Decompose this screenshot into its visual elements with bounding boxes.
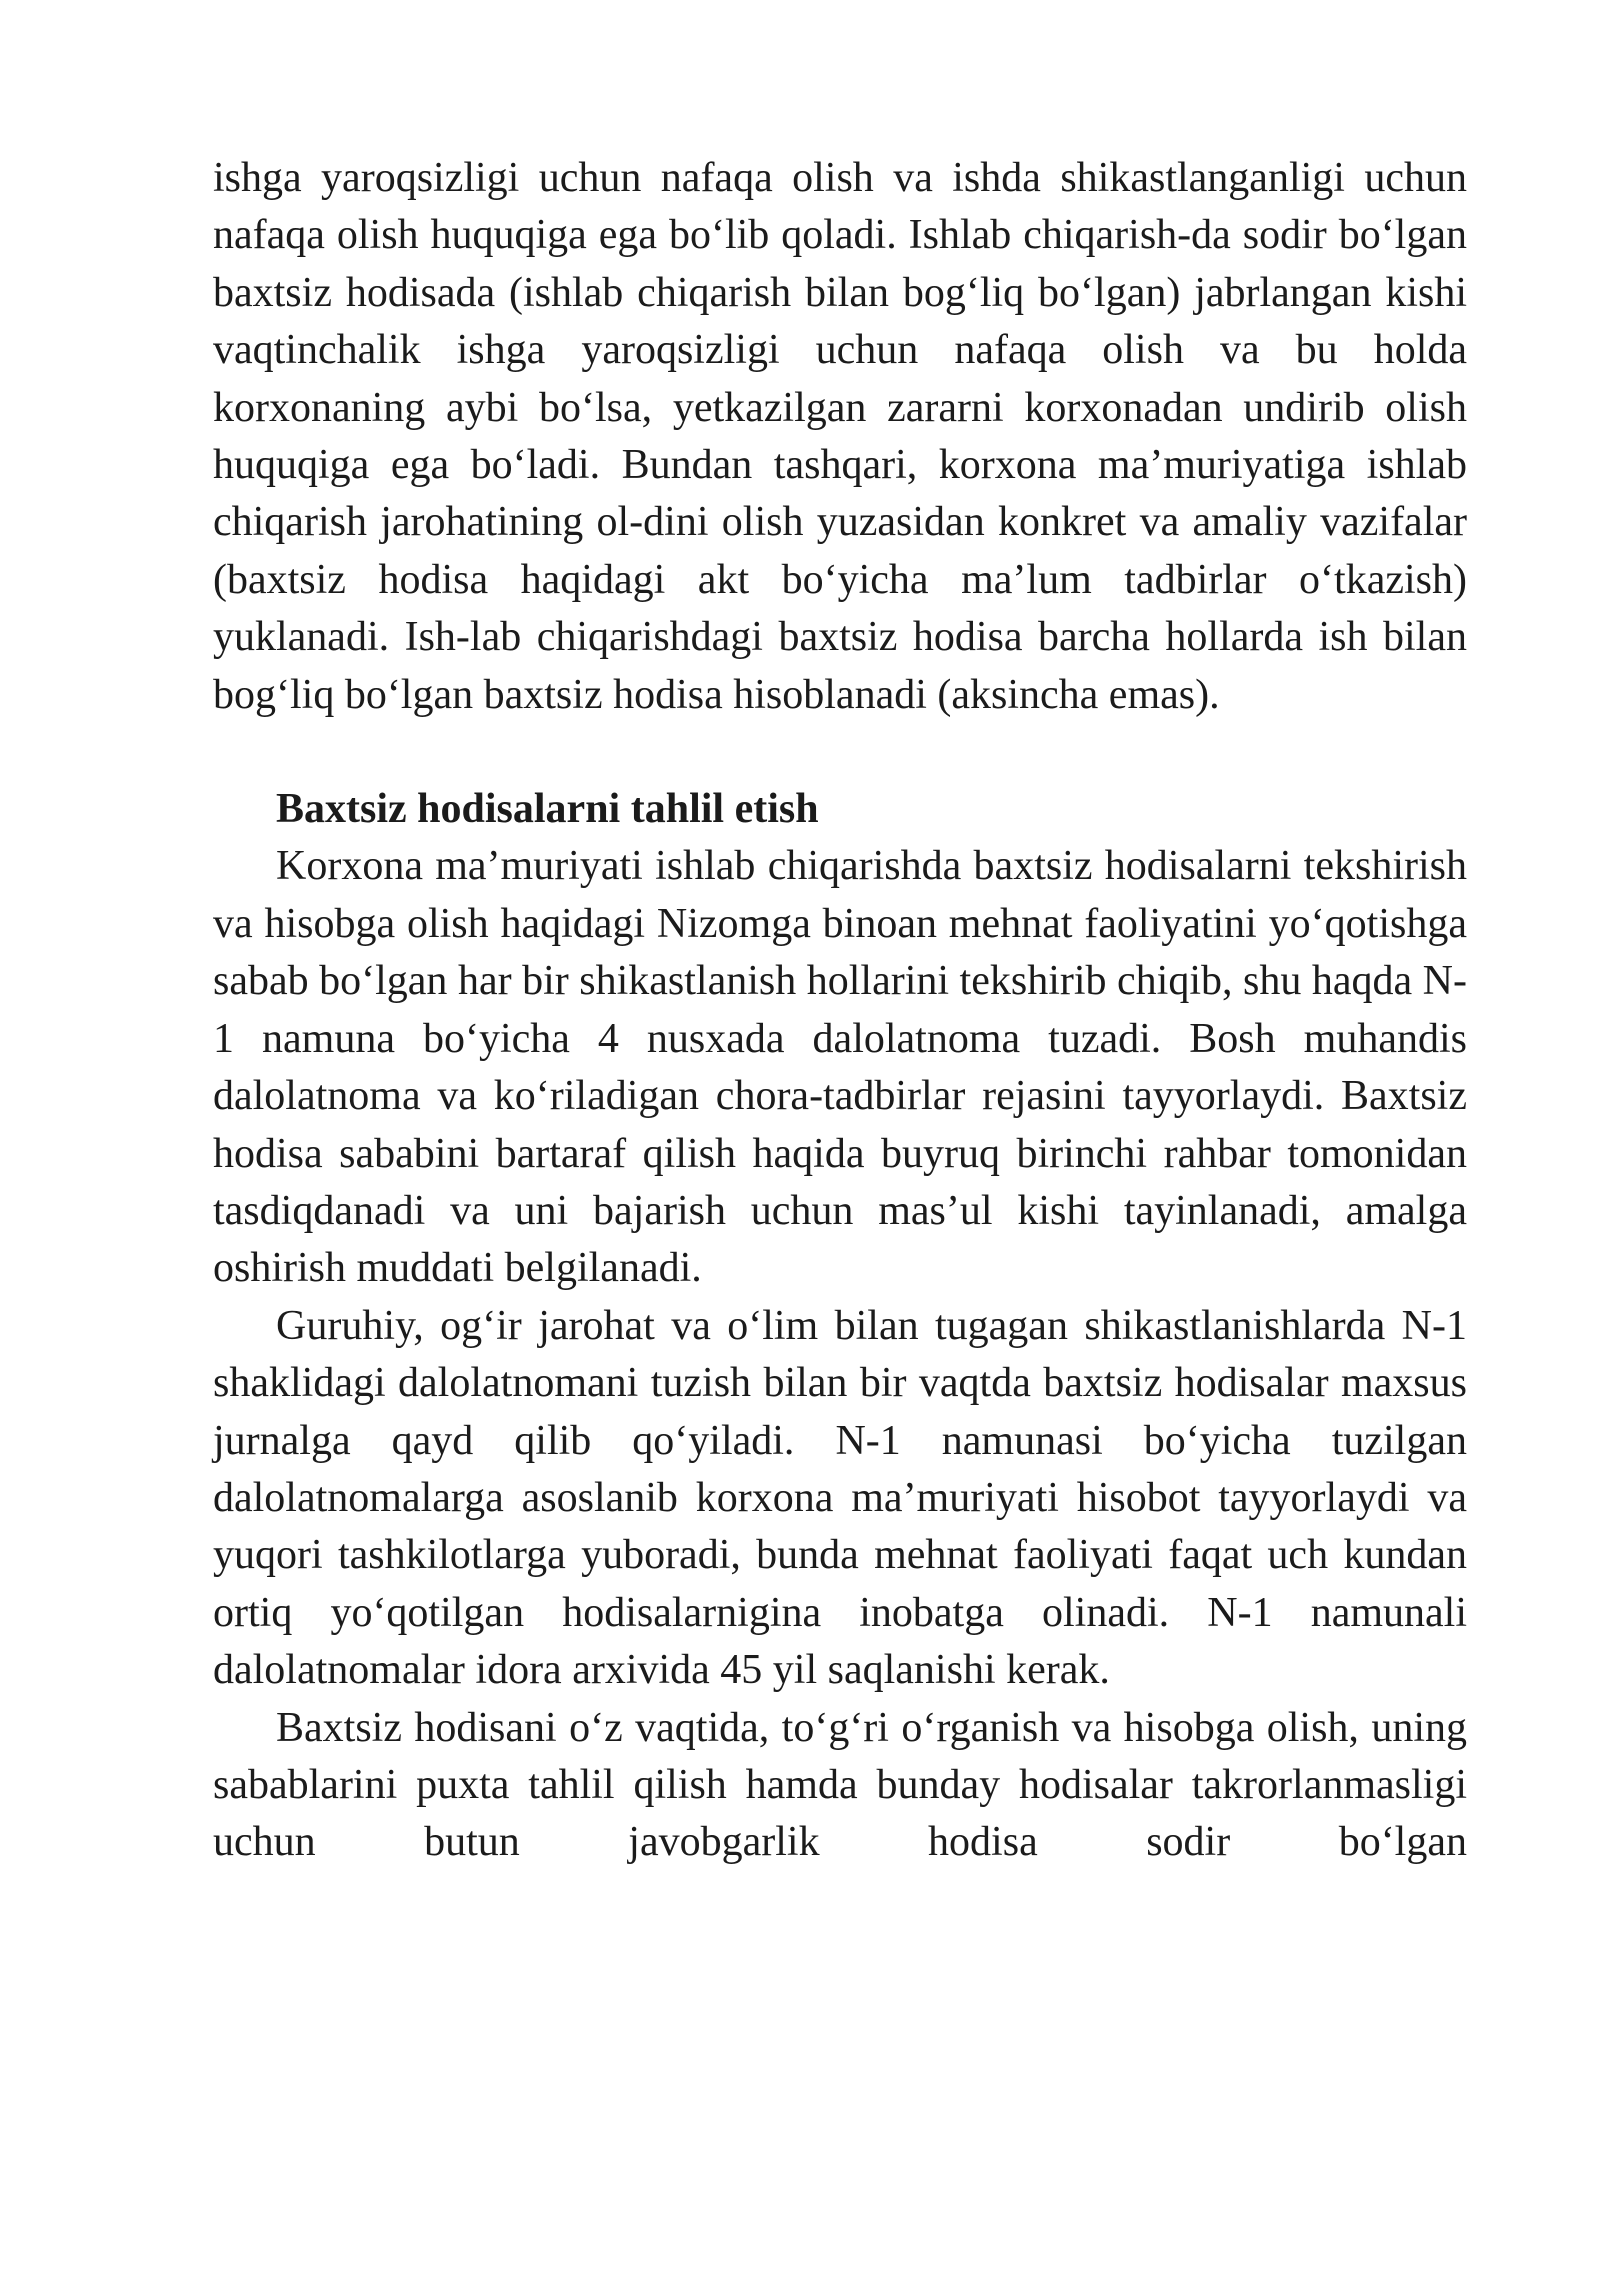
document-page — [213, 150, 1467, 1872]
section-heading: Baxtsiz hodisalarni tahlil etish — [276, 786, 819, 833]
paragraph-continued: ishga yaroqsizligi uchun nafaqa olish va ishda shikastlanganligi uchun nafaqa olish huquqiga ega bo‘lib qoladi. Ishlab chiqarish-da sodir bo‘lgan baxtsiz hodisada (ishlab chiqarish bilan bog‘liq bo‘lgan) jabrlangan kishi vaqtinchalik ishga yaroqsizligi uchun nafaqa olish va bu holda korxonaning aybi bo‘lsa, yetkazilgan zararni korxonadan undirib olish huquqiga ega bo‘ladi. Bundan tashqari, korxona ma’muriyatiga ishlab chiqarish jarohatining ol-dini olish yuzasidan konkret va amaliy vazifalar (baxtsiz hodisa haqidagi akt bo‘yicha ma’lum tadbirlar o‘tkazish) yuklanadi. Ish-lab chiqarishdagi baxtsiz hodisa barcha hollarda ish bilan bog‘liq bo‘lgan baxtsiz hodisa hisoblanadi (aksincha emas). — [213, 155, 1467, 718]
paragraph-analysis: Korxona ma’muriyati ishlab chiqarishda baxtsiz hodisalarni tekshirish va hisobga olish haqidagi Nizomga binoan mehnat faoliyatini yo‘qotishga sabab bo‘lgan har bir shikastlanish hollarini tekshirib chiqib, shu haqda N-1 namuna bo‘yicha 4 nusxada dalolatnoma tuzadi. Bosh muhandis dalolatnoma va ko‘riladigan chora-tadbirlar rejasini tayyorlaydi. Baxtsiz hodisa sababini bartaraf qilish haqida buyruq birinchi rahbar tomonidan tasdiqdanadi va uni bajarish uchun mas’ul kishi tayinlanadi, amalga oshirish muddati belgilanadi. — [213, 843, 1467, 1292]
paragraph-responsibility: Baxtsiz hodisani o‘z vaqtida, to‘g‘ri o‘rganish va hisobga olish, uning sabablarini puxta tahlil qilish hamda bunday hodisalar takrorlanmasligi uchun butun javobgarlik hodisa sodir bo‘lgan — [213, 1704, 1467, 1866]
paragraph-group-injuries: Guruhiy, og‘ir jarohat va o‘lim bilan tugagan shikastlanishlarda N-1 shaklidagi dalolatnomani tuzish bilan bir vaqtda baxtsiz hodisalar maxsus jurnalga qayd qilib qo‘yiladi. N-1 namunasi bo‘yicha tuzilgan dalolatnomalarga asoslanib korxona ma’muriyati hisobot tayyorlaydi va yuqori tashkilotlarga yuboradi, bunda mehnat faoliyati faqat uch kundan ortiq yo‘qotilgan hodisalarnigina inobatga olinadi. N-1 namunali dalolatnomalar idora arxivida 45 yil saqlanishi kerak. — [213, 1302, 1467, 1694]
